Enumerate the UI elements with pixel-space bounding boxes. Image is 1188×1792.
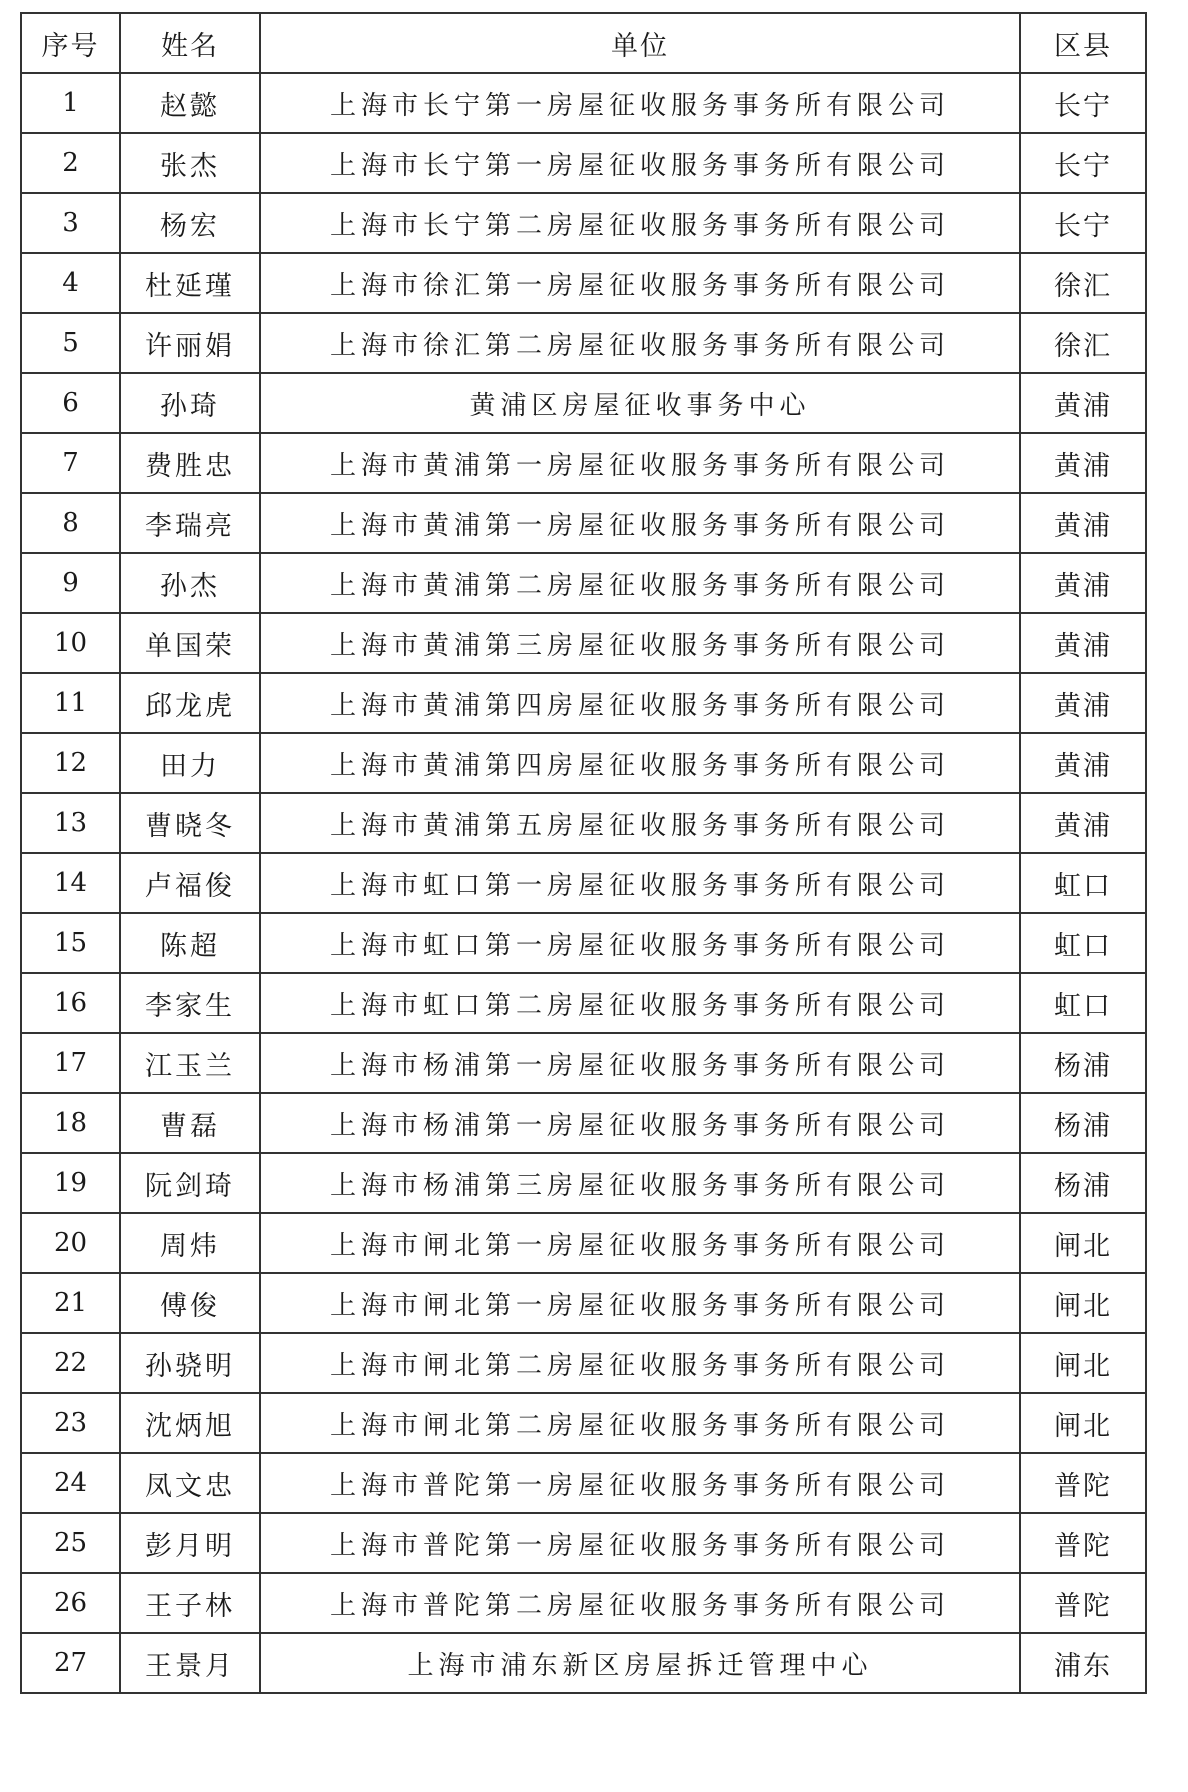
cell-serial-number: 20: [21, 1213, 120, 1273]
cell-serial-number: 6: [21, 373, 120, 433]
cell-serial-number: 5: [21, 313, 120, 373]
cell-unit: 上海市闸北第二房屋征收服务事务所有限公司: [260, 1333, 1020, 1393]
cell-name: 沈炳旭: [120, 1393, 260, 1453]
cell-unit: 上海市浦东新区房屋拆迁管理中心: [260, 1633, 1020, 1693]
cell-district: 黄浦: [1020, 673, 1146, 733]
cell-serial-number: 17: [21, 1033, 120, 1093]
cell-unit: 上海市黄浦第三房屋征收服务事务所有限公司: [260, 613, 1020, 673]
cell-name: 孙琦: [120, 373, 260, 433]
cell-name: 周炜: [120, 1213, 260, 1273]
cell-serial-number: 9: [21, 553, 120, 613]
table-row: [21, 493, 1146, 553]
cell-serial-number: 13: [21, 793, 120, 853]
cell-serial-number: 27: [21, 1633, 120, 1693]
table-row: [21, 793, 1146, 853]
cell-district: 普陀: [1020, 1513, 1146, 1573]
table-row: [21, 433, 1146, 493]
cell-district: 杨浦: [1020, 1033, 1146, 1093]
cell-name: 许丽娟: [120, 313, 260, 373]
personnel-table: [20, 12, 1147, 1694]
cell-unit: 上海市杨浦第一房屋征收服务事务所有限公司: [260, 1033, 1020, 1093]
cell-district: 虹口: [1020, 973, 1146, 1033]
cell-serial-number: 10: [21, 613, 120, 673]
cell-district: 黄浦: [1020, 553, 1146, 613]
cell-unit: 上海市黄浦第一房屋征收服务事务所有限公司: [260, 493, 1020, 553]
cell-district: 徐汇: [1020, 253, 1146, 313]
cell-serial-number: 12: [21, 733, 120, 793]
cell-serial-number: 25: [21, 1513, 120, 1573]
cell-unit: 上海市杨浦第三房屋征收服务事务所有限公司: [260, 1153, 1020, 1213]
cell-serial-number: 3: [21, 193, 120, 253]
table-body: [21, 73, 1146, 1693]
cell-unit: 上海市长宁第一房屋征收服务事务所有限公司: [260, 73, 1020, 133]
table-row: [21, 733, 1146, 793]
table-row: [21, 673, 1146, 733]
cell-serial-number: 26: [21, 1573, 120, 1633]
cell-serial-number: 1: [21, 73, 120, 133]
cell-name: 曹磊: [120, 1093, 260, 1153]
table-row: [21, 1153, 1146, 1213]
cell-district: 黄浦: [1020, 733, 1146, 793]
header-district: 区县: [1020, 13, 1146, 73]
cell-district: 长宁: [1020, 193, 1146, 253]
cell-district: 黄浦: [1020, 373, 1146, 433]
cell-name: 彭月明: [120, 1513, 260, 1573]
cell-district: 黄浦: [1020, 493, 1146, 553]
header-name: 姓名: [120, 13, 260, 73]
table-row: [21, 1513, 1146, 1573]
table-row: [21, 973, 1146, 1033]
cell-name: 孙骁明: [120, 1333, 260, 1393]
cell-district: 闸北: [1020, 1273, 1146, 1333]
cell-name: 杜延瑾: [120, 253, 260, 313]
table-row: [21, 853, 1146, 913]
cell-unit: 上海市徐汇第一房屋征收服务事务所有限公司: [260, 253, 1020, 313]
cell-unit: 上海市黄浦第五房屋征收服务事务所有限公司: [260, 793, 1020, 853]
cell-district: 黄浦: [1020, 613, 1146, 673]
cell-serial-number: 22: [21, 1333, 120, 1393]
cell-serial-number: 15: [21, 913, 120, 973]
table-row: [21, 133, 1146, 193]
cell-district: 闸北: [1020, 1333, 1146, 1393]
cell-unit: 上海市长宁第一房屋征收服务事务所有限公司: [260, 133, 1020, 193]
table-row: [21, 373, 1146, 433]
cell-name: 邱龙虎: [120, 673, 260, 733]
cell-serial-number: 11: [21, 673, 120, 733]
cell-unit: 上海市普陀第二房屋征收服务事务所有限公司: [260, 1573, 1020, 1633]
table-row: [21, 1093, 1146, 1153]
cell-district: 徐汇: [1020, 313, 1146, 373]
cell-unit: 上海市虹口第一房屋征收服务事务所有限公司: [260, 913, 1020, 973]
cell-unit: 上海市闸北第一房屋征收服务事务所有限公司: [260, 1273, 1020, 1333]
cell-unit: 上海市徐汇第二房屋征收服务事务所有限公司: [260, 313, 1020, 373]
cell-name: 李瑞亮: [120, 493, 260, 553]
cell-unit: 上海市虹口第一房屋征收服务事务所有限公司: [260, 853, 1020, 913]
cell-name: 孙杰: [120, 553, 260, 613]
cell-unit: 上海市黄浦第二房屋征收服务事务所有限公司: [260, 553, 1020, 613]
table-row: [21, 1453, 1146, 1513]
cell-district: 闸北: [1020, 1213, 1146, 1273]
header-serial-number: 序号: [21, 13, 120, 73]
table-row: [21, 253, 1146, 313]
cell-district: 长宁: [1020, 133, 1146, 193]
table-row: [21, 553, 1146, 613]
cell-unit: 上海市杨浦第一房屋征收服务事务所有限公司: [260, 1093, 1020, 1153]
cell-unit: 上海市黄浦第一房屋征收服务事务所有限公司: [260, 433, 1020, 493]
cell-district: 黄浦: [1020, 433, 1146, 493]
cell-name: 单国荣: [120, 613, 260, 673]
cell-district: 普陀: [1020, 1573, 1146, 1633]
cell-unit: 上海市黄浦第四房屋征收服务事务所有限公司: [260, 673, 1020, 733]
cell-name: 杨宏: [120, 193, 260, 253]
table-row: [21, 1573, 1146, 1633]
cell-serial-number: 18: [21, 1093, 120, 1153]
cell-name: 张杰: [120, 133, 260, 193]
cell-unit: 上海市普陀第一房屋征收服务事务所有限公司: [260, 1453, 1020, 1513]
cell-serial-number: 23: [21, 1393, 120, 1453]
cell-district: 浦东: [1020, 1633, 1146, 1693]
cell-serial-number: 2: [21, 133, 120, 193]
cell-name: 田力: [120, 733, 260, 793]
cell-serial-number: 19: [21, 1153, 120, 1213]
cell-serial-number: 7: [21, 433, 120, 493]
cell-name: 阮剑琦: [120, 1153, 260, 1213]
table-row: [21, 73, 1146, 133]
cell-name: 曹晓冬: [120, 793, 260, 853]
table-row: [21, 1633, 1146, 1693]
table-row: [21, 613, 1146, 673]
cell-district: 黄浦: [1020, 793, 1146, 853]
cell-district: 闸北: [1020, 1393, 1146, 1453]
cell-serial-number: 24: [21, 1453, 120, 1513]
table-row: [21, 1393, 1146, 1453]
table-row: [21, 313, 1146, 373]
table-row: [21, 1273, 1146, 1333]
header-unit: 单位: [260, 13, 1020, 73]
table-row: [21, 913, 1146, 973]
cell-unit: 上海市长宁第二房屋征收服务事务所有限公司: [260, 193, 1020, 253]
cell-name: 傅俊: [120, 1273, 260, 1333]
cell-serial-number: 4: [21, 253, 120, 313]
cell-name: 赵懿: [120, 73, 260, 133]
table-row: [21, 1033, 1146, 1093]
cell-name: 卢福俊: [120, 853, 260, 913]
cell-name: 陈超: [120, 913, 260, 973]
cell-serial-number: 14: [21, 853, 120, 913]
cell-name: 王子林: [120, 1573, 260, 1633]
cell-unit: 上海市虹口第二房屋征收服务事务所有限公司: [260, 973, 1020, 1033]
cell-name: 费胜忠: [120, 433, 260, 493]
table-header-row: [21, 13, 1146, 73]
cell-unit: 上海市闸北第一房屋征收服务事务所有限公司: [260, 1213, 1020, 1273]
cell-unit: 上海市普陀第一房屋征收服务事务所有限公司: [260, 1513, 1020, 1573]
cell-name: 李家生: [120, 973, 260, 1033]
table-row: [21, 193, 1146, 253]
cell-district: 虹口: [1020, 853, 1146, 913]
cell-unit: 上海市黄浦第四房屋征收服务事务所有限公司: [260, 733, 1020, 793]
cell-unit: 黄浦区房屋征收事务中心: [260, 373, 1020, 433]
table-row: [21, 1213, 1146, 1273]
cell-district: 杨浦: [1020, 1093, 1146, 1153]
cell-district: 杨浦: [1020, 1153, 1146, 1213]
cell-name: 江玉兰: [120, 1033, 260, 1093]
cell-serial-number: 21: [21, 1273, 120, 1333]
cell-district: 长宁: [1020, 73, 1146, 133]
cell-name: 王景月: [120, 1633, 260, 1693]
cell-unit: 上海市闸北第二房屋征收服务事务所有限公司: [260, 1393, 1020, 1453]
cell-district: 普陀: [1020, 1453, 1146, 1513]
cell-serial-number: 8: [21, 493, 120, 553]
cell-district: 虹口: [1020, 913, 1146, 973]
cell-name: 凤文忠: [120, 1453, 260, 1513]
table-row: [21, 1333, 1146, 1393]
cell-serial-number: 16: [21, 973, 120, 1033]
